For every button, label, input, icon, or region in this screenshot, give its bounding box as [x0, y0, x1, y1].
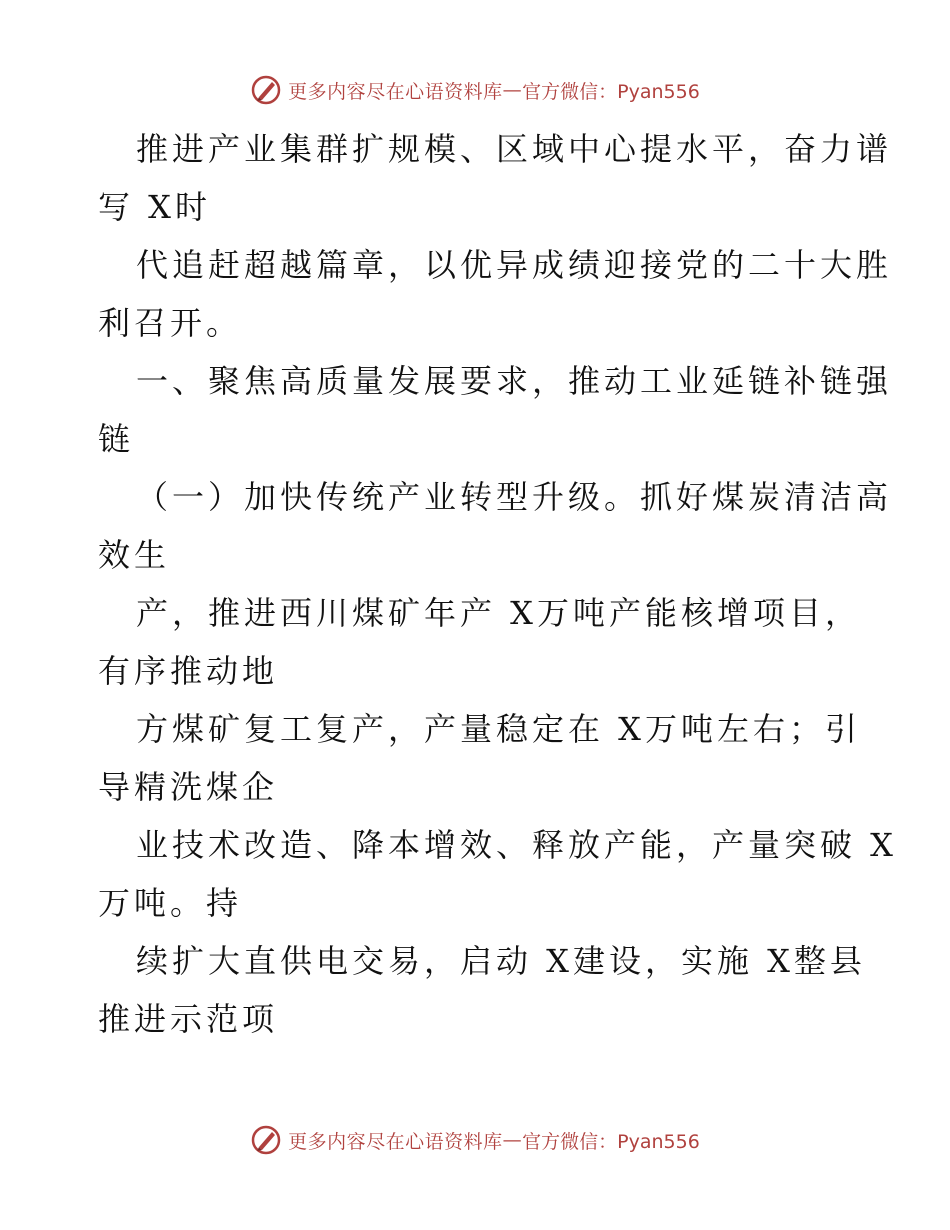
text-line: 利召开。	[98, 304, 243, 342]
footer-banner	[0, 1120, 950, 1160]
text-line: 推进产业集群扩规模、区域中心提水平，奋力谱	[136, 130, 893, 168]
subsection-line: （一）加快传统产业转型升级。抓好煤炭清洁高	[136, 478, 893, 516]
header-banner	[0, 70, 950, 110]
text-line: 方煤矿复工复产，产量稳定在 X万吨左右；引	[136, 710, 861, 748]
footer-wechat: 官方微信：Pyan556	[522, 1130, 700, 1153]
header-promo-text: 更多内容尽在心语资料库	[288, 80, 503, 103]
header-dash: —	[502, 79, 523, 101]
header-wechat: 官方微信：Pyan556	[522, 80, 700, 103]
pen-logo-icon	[250, 74, 282, 106]
section-heading-line: 链	[98, 420, 135, 458]
text-line: 推进示范项	[98, 1000, 279, 1038]
text-line: 续扩大直供电交易，启动 X建设，实施 X整县	[136, 942, 866, 980]
text-line: 产，推进西川煤矿年产 X万吨产能核增项目，	[136, 594, 861, 632]
text-line: 有序推动地	[98, 652, 279, 690]
pen-logo-icon	[250, 1124, 282, 1156]
text-line: 业技术改造、降本增效、释放产能，产量突破 X	[136, 826, 897, 864]
text-line: 代追赶超越篇章，以优异成绩迎接党的二十大胜	[136, 246, 893, 284]
document-body	[98, 120, 897, 1048]
footer-dash: —	[502, 1129, 523, 1151]
subsection-line: 效生	[98, 536, 171, 574]
text-line: 导精洗煤企	[98, 768, 279, 806]
text-line: 写 X时	[98, 188, 211, 226]
section-heading-line: 一、聚焦高质量发展要求，推动工业延链补链强	[136, 362, 893, 400]
text-line: 万吨。持	[98, 884, 243, 922]
footer-promo-text: 更多内容尽在心语资料库	[288, 1130, 503, 1153]
